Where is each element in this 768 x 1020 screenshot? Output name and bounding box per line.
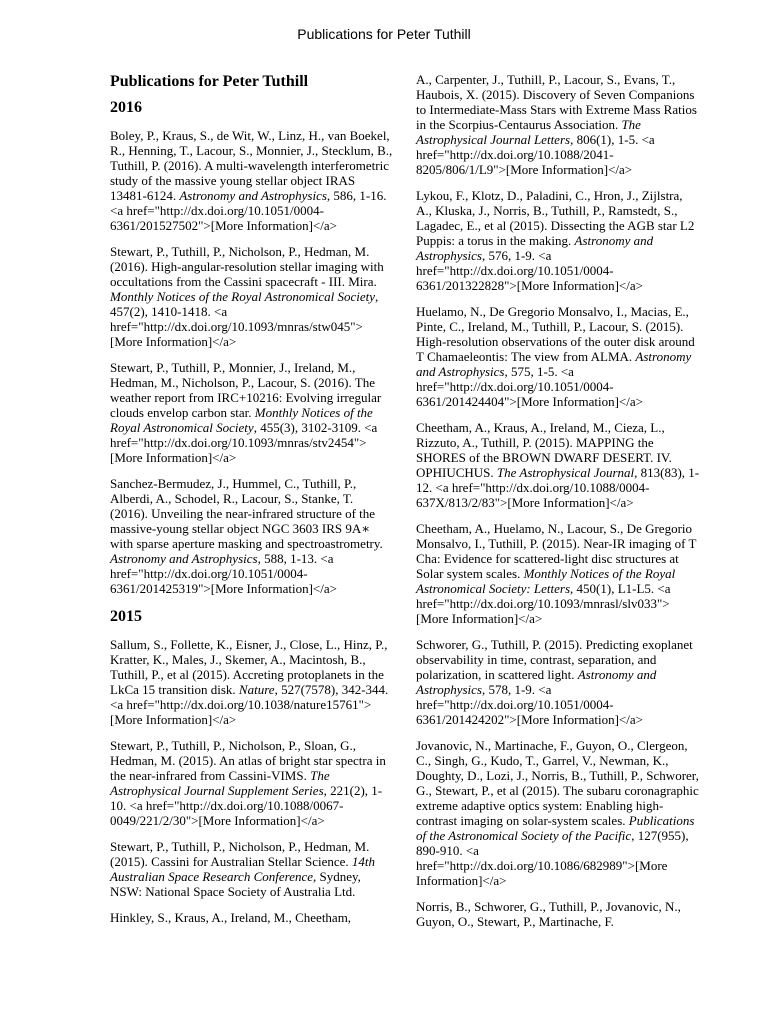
publication-text: A., Carpenter, J., Tuthill, P., Lacour, S., Evans, T., Haubois, X. (2015). Discovery of Seven Companions to Intermediate-Mass Stars with Extreme Mass Ratios in the Scorpius-Centaurus Association. (416, 72, 697, 132)
publication-venue: Astronomy and Astrophysics (416, 349, 692, 379)
document-title: Publications for Peter Tuthill (110, 73, 309, 90)
publication-text: Sallum, S., Follette, K., Eisner, J., Close, L., Hinz, P., Kratter, K., Males, J., Skemer, A., Macintosh, B., Tuthill, P., et al (2015). Accreting protoplanets in the LkCa 15 transition disk. (110, 637, 388, 697)
publication-text: , 806(1), 1-5. <a href="http://dx.doi.org/10.1088/2041-8205/806/1/L9">[More Information]</a> (416, 132, 655, 177)
publication-entry (416, 304, 700, 409)
publication-text: , 527(7578), 342-344. <a href="http://dx.doi.org/10.1038/nature15761">[More Information]</a> (110, 682, 389, 727)
publication-entry (110, 360, 394, 465)
publication-text: , 575, 1-5. <a href="http://dx.doi.org/10.1051/0004-6361/201424404">[More Information]</a> (416, 364, 643, 409)
running-header: Publications for Peter Tuthill (297, 26, 471, 42)
publication-text: Hinkley, S., Kraus, A., Ireland, M., Cheetham, (110, 910, 352, 925)
publication-entry (416, 521, 700, 626)
publication-text: Schworer, G., Tuthill, P. (2015). Predicting exoplanet observability in time, contrast, separation, and polarization, in scattered light. (416, 637, 693, 682)
publication-entry (416, 738, 700, 888)
publication-text: Stewart, P., Tuthill, P., Monnier, J., Ireland, M., Hedman, M., Nicholson, P., Lacour, S. (2016). The weather report from IRC+10216: Evolving irregular clouds envelop carbon star. (110, 360, 382, 420)
left-column-content (110, 98, 394, 925)
publication-entry (110, 738, 394, 828)
publication-venue: Nature (238, 682, 275, 697)
publication-entry (110, 476, 394, 596)
publication-venue: The Astrophysical Journal Supplement Series (110, 768, 330, 798)
left-column (110, 72, 394, 936)
publication-entry (416, 188, 700, 293)
publication-venue: Astronomy and Astrophysics (110, 551, 258, 566)
publication-venue: 14th Australian Space Research Conference (110, 854, 376, 884)
publication-text: Stewart, P., Tuthill, P., Nicholson, P., Hedman, M. (2015). Cassini for Australian Stellar Science. (110, 839, 370, 869)
publication-text: , 578, 1-9. <a href="http://dx.doi.org/10.1051/0004-6361/201424202">[More Information]</a> (416, 682, 643, 727)
publication-text: Stewart, P., Tuthill, P., Nicholson, P., Sloan, G., Hedman, M. (2015). An atlas of bright star spectra in the near-infrared from Cassini-VIMS. (110, 738, 386, 783)
publication-text: Sanchez-Bermudez, J., Hummel, C., Tuthill, P., Alberdi, A., Schodel, R., Lacour, S., Stanke, T. (2016). Unveiling the near-infrared structure of the massive-young stellar object NGC 3603 IRS 9A∗ with sparse aperture masking and spectroastrometry. (110, 476, 383, 551)
publication-text: Jovanovic, N., Martinache, F., Guyon, O., Clergeon, C., Singh, G., Kudo, T., Garrel, V., Newman, K., Doughty, D., Lozi, J., Norris, B., Tuthill, P., Schworer, G., Stewart, P., et al (2015). The subaru coronagraphic extreme adaptive optics system: Enabling high-contrast imaging on solar-system scales. (416, 738, 699, 828)
publication-venue: Astronomy and Astrophysics (416, 667, 657, 697)
publication-text: , 450(1), L1-L5. <a href="http://dx.doi.org/10.1093/mnrasl/slv033">[More Information]</a> (416, 581, 671, 626)
publication-entry (110, 839, 394, 899)
publication-text: Cheetham, A., Kraus, A., Ireland, M., Cieza, L., Rizzuto, A., Tuthill, P. (2015). MAPPING the SHORES of the BROWN DWARF DESERT. IV. OPHIUCHUS. (416, 420, 672, 480)
publication-entry (110, 244, 394, 349)
publication-text: , 455(3), 3102-3109. <a href="http://dx.doi.org/10.1093/mnras/stv2454">[More Information]</a> (110, 420, 378, 465)
publication-text: , 457(2), 1410-1418. <a href="http://dx.doi.org/10.1093/mnras/stw045">[More Information]</a> (110, 289, 379, 349)
publication-text: Lykou, F., Klotz, D., Paladini, C., Hron, J., Zijlstra, A., Kluska, J., Norris, B., Tuthill, P., Ramstedt, S., Lagadec, E., et al (2015). Dissecting the AGB star L2 Puppis: a torus in the making. (416, 188, 695, 248)
publication-text: , 127(955), 890-910. <a href="http://dx.doi.org/10.1086/682989">[More Information]</a> (416, 828, 689, 888)
publication-text: Cheetham, A., Huelamo, N., Lacour, S., De Gregorio Monsalvo, I., Tuthill, P. (2015). Near-IR imaging of T Cha: Evidence for scattered-light disc structures at Solar system scales. (416, 521, 697, 581)
year-heading: 2015 (110, 608, 142, 625)
publication-text: , Sydney, NSW: National Space Society of Australia Ltd. (110, 869, 361, 899)
publication-text: Stewart, P., Tuthill, P., Nicholson, P., Hedman, M. (2016). High-angular-resolution stellar imaging with occultations from the Cassini spacecraft - III. Mira. (110, 244, 384, 289)
publication-venue: Monthly Notices of the Royal Astronomical Society: Letters (416, 566, 676, 596)
publication-text: , 221(2), 1-10. <a href="http://dx.doi.org/10.1088/0067-0049/221/2/30">[More Information]</a> (110, 783, 383, 828)
publication-text: , 588, 1-13. <a href="http://dx.doi.org/10.1051/0004-6361/201425319">[More Information]</a> (110, 551, 337, 596)
publication-venue: Monthly Notices of the Royal Astronomical Society (110, 289, 376, 304)
document-page (0, 48, 768, 978)
publication-text: Boley, P., Kraus, S., de Wit, W., Linz, H., van Boekel, R., Henning, T., Lacour, S., Monnier, J., Stecklum, B., Tuthill, P. (2016). A multi-wavelength interferometric study of the massive young stellar object IRAS 13481-6124. (110, 128, 393, 203)
publication-text: , 576, 1-9. <a href="http://dx.doi.org/10.1051/0004-6361/201322828">[More Information]</a> (416, 248, 643, 293)
publication-venue: Astronomy and Astrophysics (179, 188, 327, 203)
publication-entry (416, 637, 700, 727)
publication-text: Huelamo, N., De Gregorio Monsalvo, I., Macias, E., Pinte, C., Ireland, M., Tuthill, P., Lacour, S. (2015). High-resolution observations of the outer disk around T Chamaeleontis: The view from ALMA. (416, 304, 695, 364)
publication-venue: Publications of the Astronomical Society of the Pacific (416, 813, 695, 843)
publication-text: , 586, 1-16. <a href="http://dx.doi.org/10.1051/0004-6361/201527502">[More Information]</a> (110, 188, 387, 233)
publication-venue: Astronomy and Astrophysics (416, 233, 654, 263)
right-column (416, 72, 700, 940)
publication-entry (110, 910, 394, 925)
publication-text: , 813(83), 1-12. <a href="http://dx.doi.org/10.1088/0004-637X/813/2/83">[More Information]</a> (416, 465, 700, 510)
publication-venue: The Astrophysical Journal (496, 465, 635, 480)
publication-entry (110, 637, 394, 727)
year-heading: 2016 (110, 99, 142, 116)
publication-entry (110, 128, 394, 233)
publication-venue: Monthly Notices of the Royal Astronomical Society (110, 405, 373, 435)
publication-entry (416, 420, 700, 510)
right-column-content (416, 72, 700, 929)
publication-entry (416, 899, 700, 929)
publication-entry (416, 72, 700, 177)
publication-venue: The Astrophysical Journal Letters (416, 117, 641, 147)
publication-text: Norris, B., Schworer, G., Tuthill, P., Jovanovic, N., Guyon, O., Stewart, P., Martinache, F. (416, 899, 681, 929)
